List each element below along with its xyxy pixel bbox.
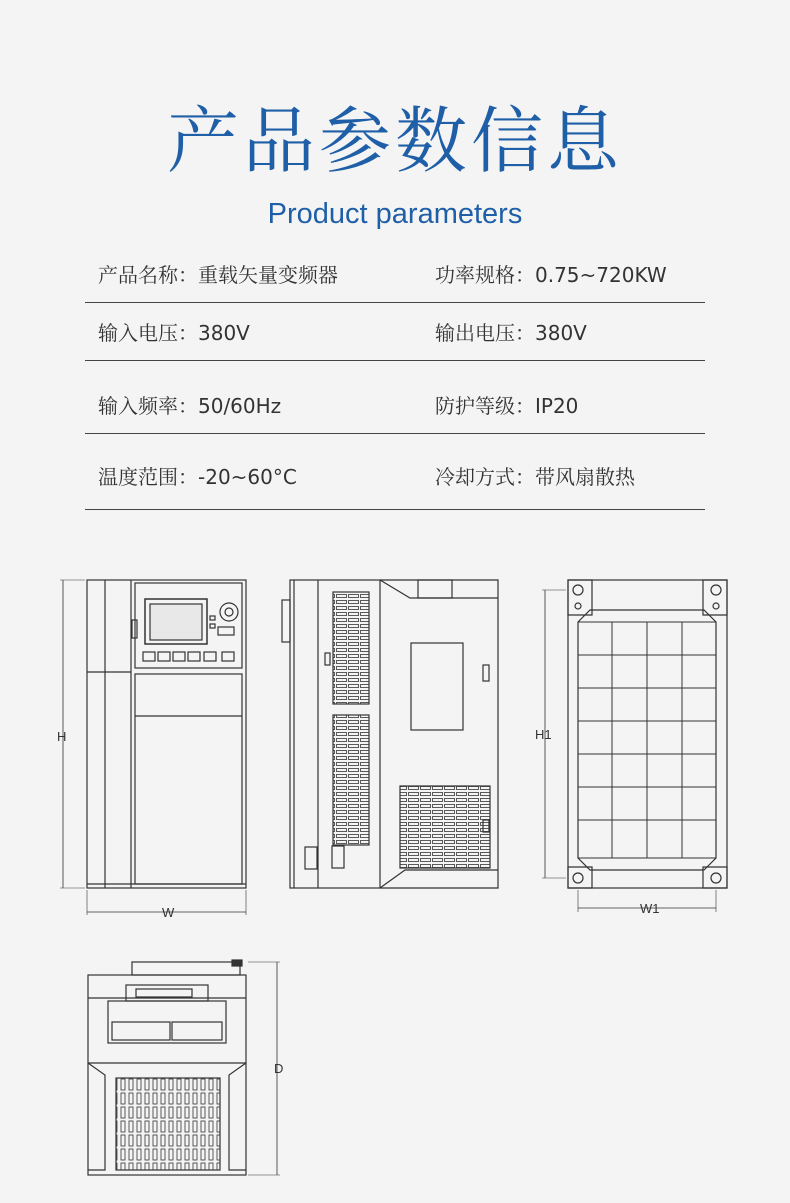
dimension-label-w: W [162,905,175,920]
param-input-frequency: 输入频率：50/60Hz [98,394,282,418]
param-product-name: 产品名称：重载矢量变频器 [98,263,338,287]
side-view [282,580,498,888]
param-protection-level: 防护等级：IP20 [435,394,579,418]
param-cooling-method: 冷却方式：带风扇散热 [435,465,635,489]
top-view [88,960,280,1175]
dimension-label-w1: W1 [640,901,660,916]
param-temperature-range: 温度范围：-20~60°C [98,465,297,489]
dimension-label-d: D [274,1061,284,1076]
param-power-spec: 功率规格：0.75~720KW [435,263,667,287]
back-view [542,580,727,912]
page-subtitle: Product parameters [267,198,523,230]
page-title: 产品参数信息 [166,99,623,183]
front-view [60,580,246,915]
param-output-voltage: 输出电压：380V [435,321,587,345]
dimension-label-h: H [57,729,67,744]
param-input-voltage: 输入电压：380V [98,321,250,345]
dimension-label-h1: H1 [535,727,552,742]
